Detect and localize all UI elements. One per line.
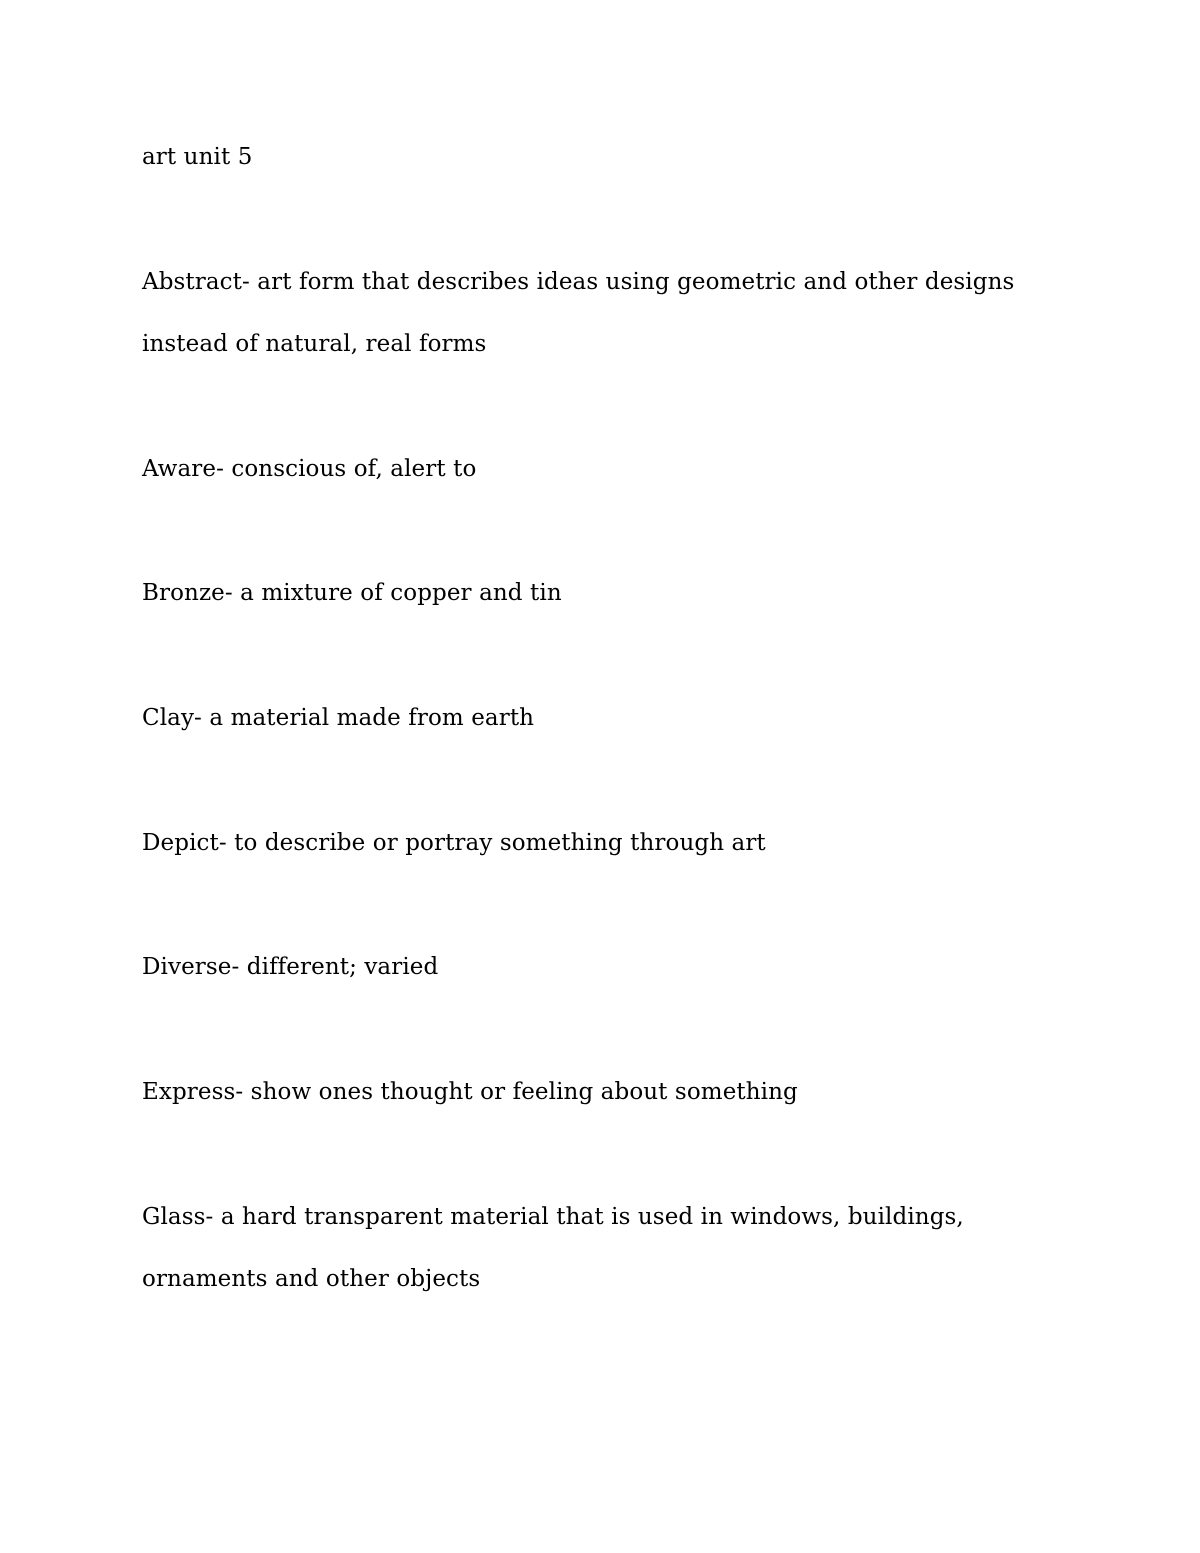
definition-express: Express- show ones thought or feeling about something [142, 1079, 798, 1105]
definition-abstract-line-1: Abstract- art form that describes ideas using geometric and other designs [142, 269, 1015, 295]
definition-abstract-line-2: instead of natural, real forms [142, 331, 487, 357]
document-title: art unit 5 [142, 144, 253, 170]
definition-diverse: Diverse- different; varied [142, 954, 439, 980]
definition-glass-line-2: ornaments and other objects [142, 1266, 481, 1292]
definition-aware: Aware- conscious of, alert to [142, 456, 477, 482]
definition-glass-line-1: Glass- a hard transparent material that is used in windows, buildings, [142, 1204, 964, 1230]
definition-bronze: Bronze- a mixture of copper and tin [142, 580, 562, 606]
definition-depict: Depict- to describe or portray something through art [142, 830, 766, 856]
definition-clay: Clay- a material made from earth [142, 705, 535, 731]
